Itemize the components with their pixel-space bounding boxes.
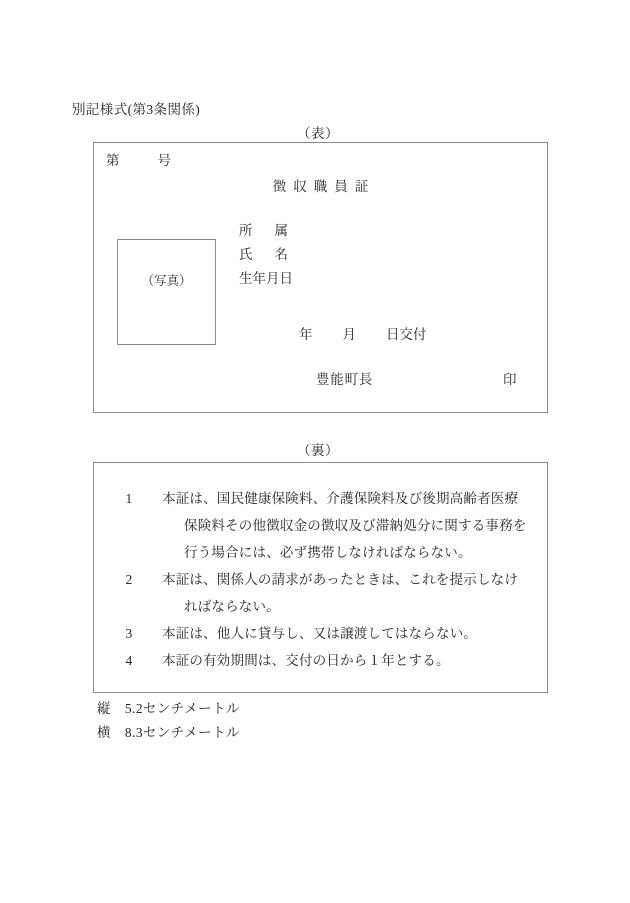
dimension-height <box>97 697 240 721</box>
dimension-height-value: 5.2センチメートル <box>124 701 240 716</box>
seal-mark: 印 <box>503 372 517 387</box>
note-item <box>118 566 531 620</box>
photo-placeholder-label: （写真） <box>141 274 192 288</box>
back-side-label: （裏） <box>297 443 339 458</box>
front-card <box>93 142 548 413</box>
issue-month-label: 月 <box>342 327 356 342</box>
field-name-label-b: 名 <box>274 247 288 262</box>
issue-day-label: 日交付 <box>386 327 427 342</box>
note-number: 3 <box>125 626 133 641</box>
issue-year-label: 年 <box>299 327 313 342</box>
field-name <box>239 243 293 267</box>
serial-prefix: 第 <box>106 153 120 168</box>
dimension-width-value: 8.3センチメートル <box>124 725 240 740</box>
note-item <box>118 485 531 566</box>
signature-row <box>94 368 547 388</box>
field-birthdate <box>239 267 293 291</box>
note-text: 本証は、他人に貸与し、又は譲渡してはならない。 <box>162 626 478 641</box>
notes-list <box>118 485 531 674</box>
field-name-label-a: 氏 <box>239 247 253 262</box>
note-item <box>118 647 531 674</box>
field-birthdate-label: 生年月日 <box>239 271 293 286</box>
note-number: 1 <box>125 491 133 506</box>
form-reference-heading: 別記様式(第3条関係) <box>72 102 201 117</box>
front-side-label: （表） <box>297 126 339 141</box>
serial-suffix: 号 <box>157 153 171 168</box>
dimension-width-label: 横 <box>97 725 111 740</box>
note-number: 4 <box>125 653 133 668</box>
field-affiliation-label-a: 所 <box>239 223 253 238</box>
dimension-height-label: 縦 <box>97 701 111 716</box>
field-affiliation <box>239 219 293 243</box>
dimension-width <box>97 721 240 745</box>
note-text: 本証の有効期間は、交付の日から１年とする。 <box>162 653 450 668</box>
photo-placeholder-box <box>117 239 216 345</box>
note-text: 本証は、国民健康保険料、介護保険料及び後期高齢者医療保険料その他徴収金の徴収及び滞納処分に関する事務を行う場合には、必ず携帯しなければならない。 <box>162 491 527 560</box>
note-text: 本証は、関係人の請求があったときは、これを提示しなければならない。 <box>162 572 519 614</box>
holder-fields <box>239 219 293 291</box>
dimension-notes <box>97 697 240 745</box>
certificate-title: 徴収職員証 <box>272 179 376 194</box>
note-number: 2 <box>125 572 133 587</box>
back-card <box>93 462 548 693</box>
note-item <box>118 620 531 647</box>
issue-date-line <box>299 323 427 343</box>
field-affiliation-label-b: 属 <box>274 223 288 238</box>
issuer-name: 豊能町長 <box>316 372 374 387</box>
serial-number-line <box>106 149 171 169</box>
